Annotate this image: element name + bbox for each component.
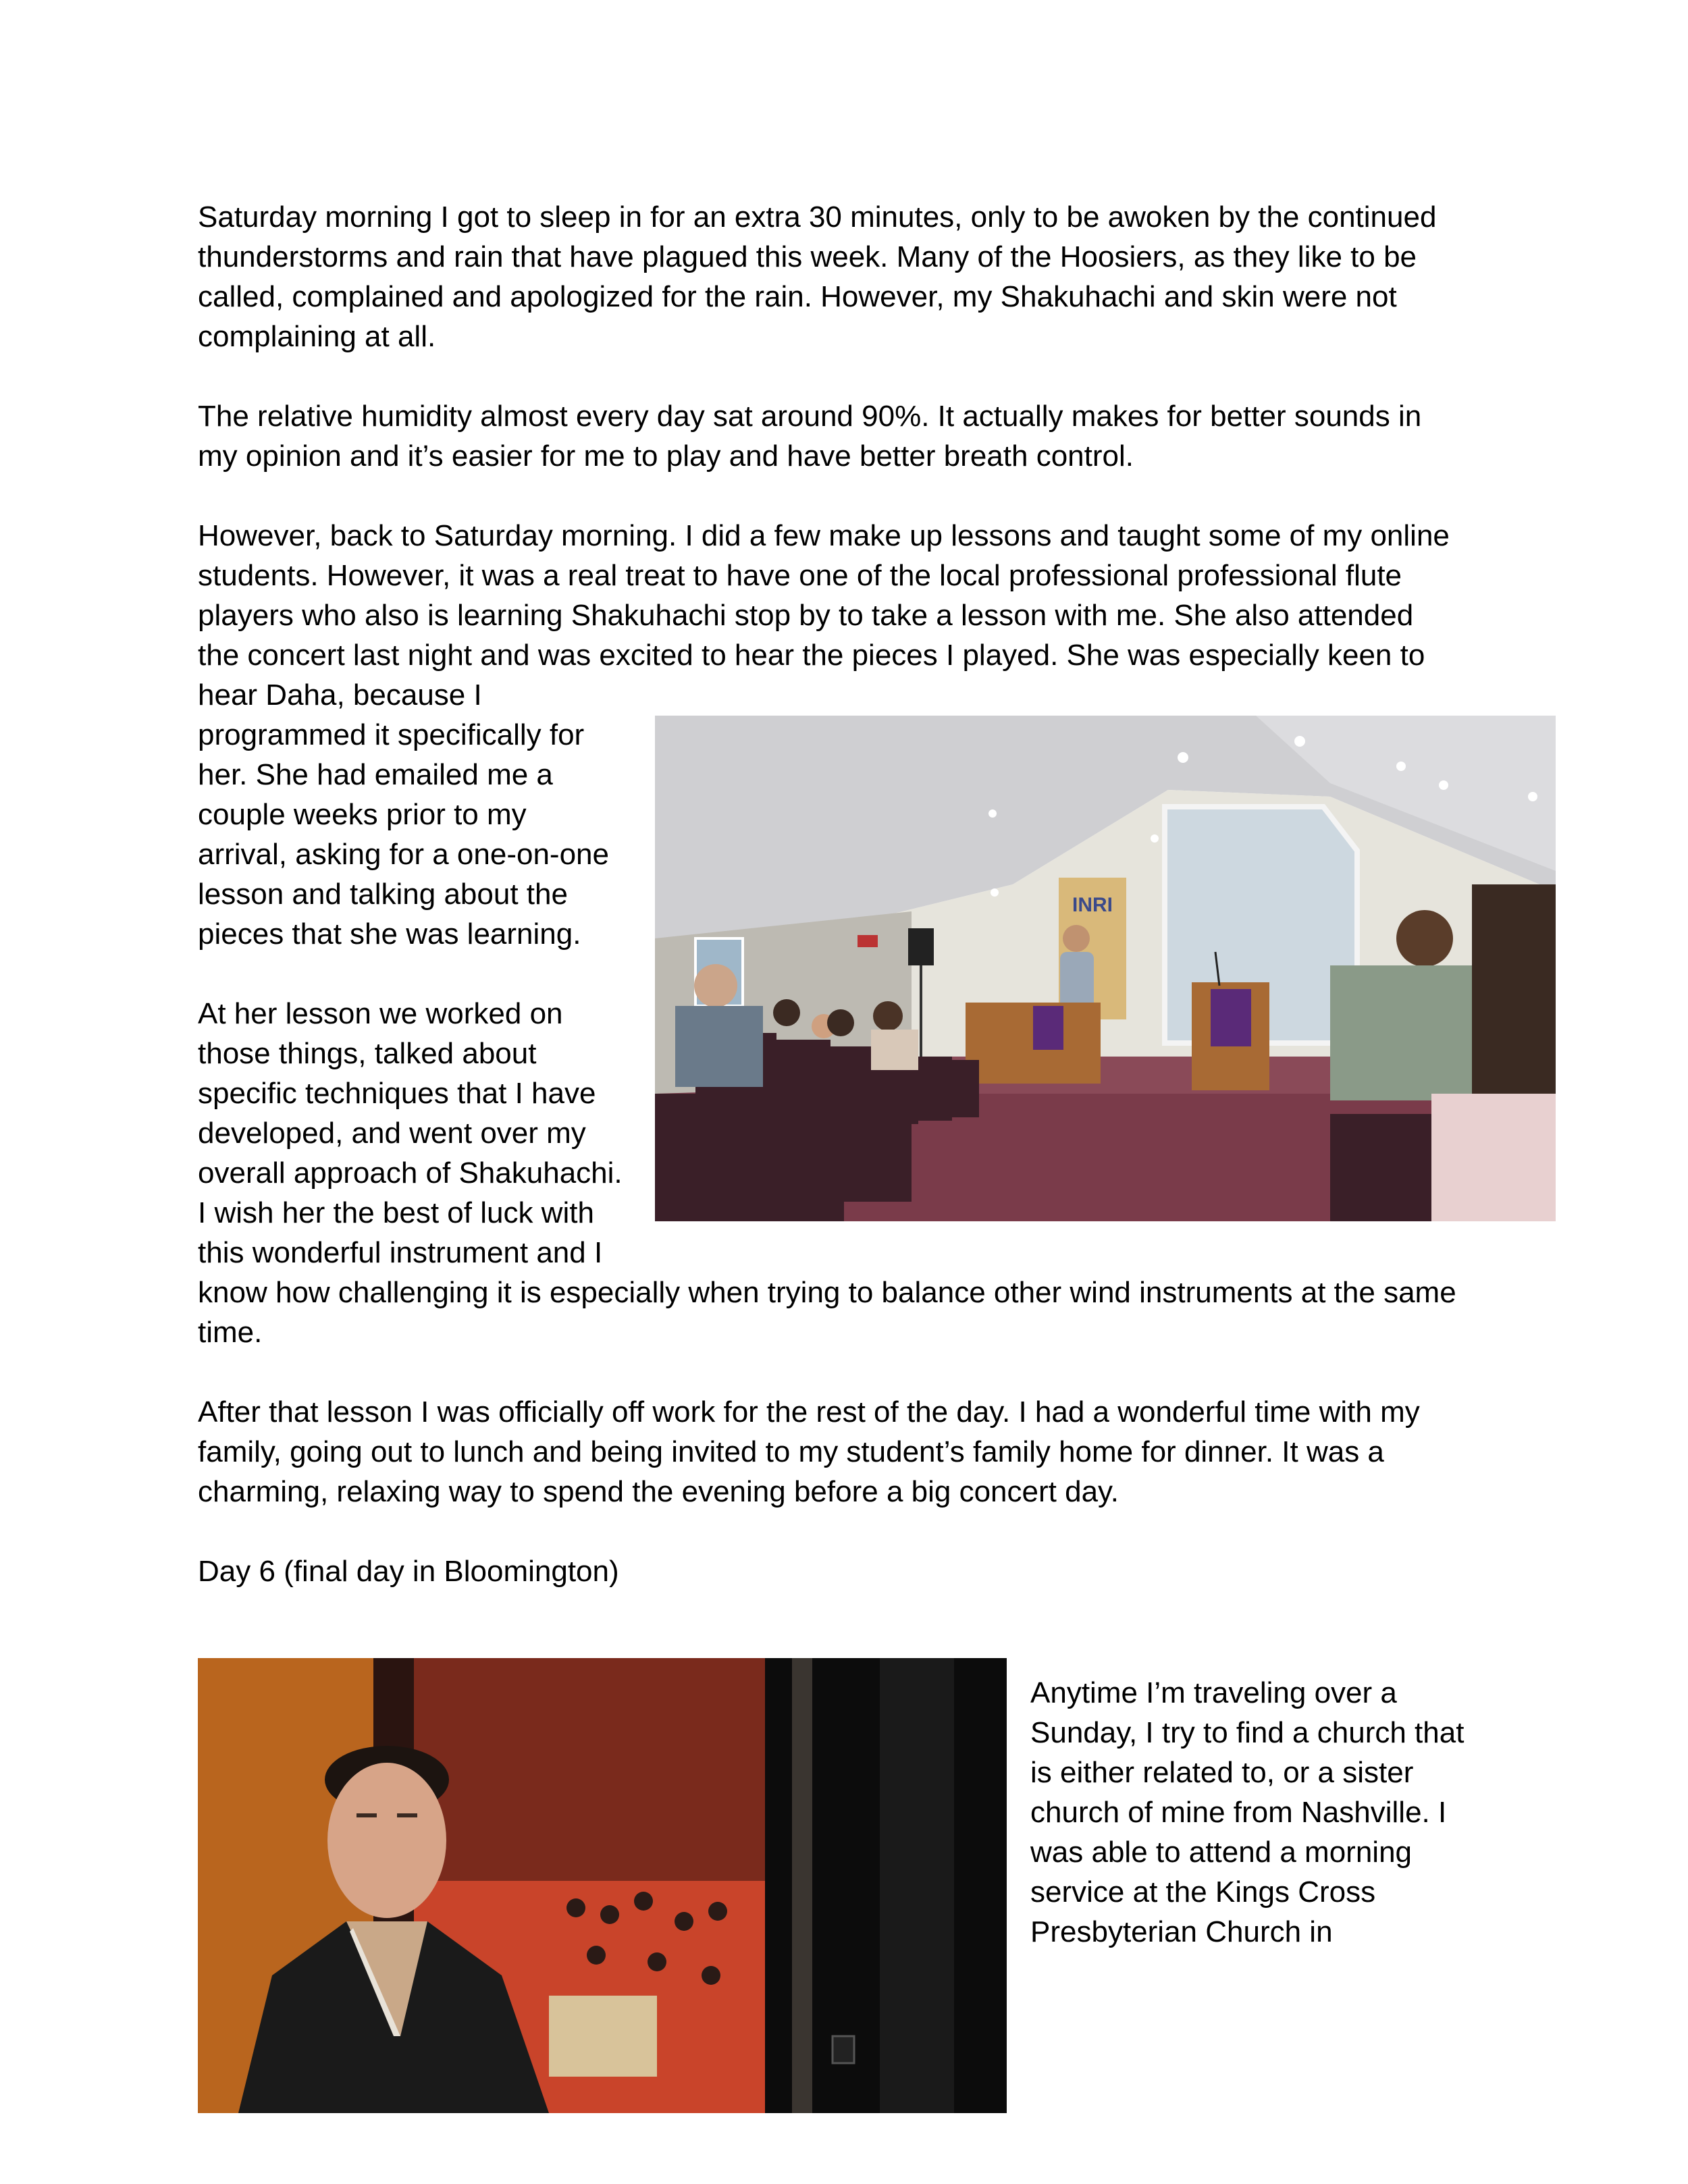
text-line: couple weeks prior to my [198,798,527,831]
text-line: hear Daha, because I [198,678,482,712]
text-line: her. She had emailed me a [198,758,553,791]
text-line: overall approach of Shakuhachi. [198,1156,623,1190]
text-line: After that lesson I was officially off work for the rest of the day. I had a wonderful time with my [198,1395,1420,1429]
text-line: thunderstorms and rain that have plagued this week. Many of the Hoosiers, as they like to be [198,240,1417,273]
text-line: time. [198,1316,263,1349]
text-line: The relative humidity almost every day sat around 90%. It actually makes for better sounds in [198,400,1422,433]
text-line: the concert last night and was excited to hear the pieces I played. She was especially keen to [198,639,1425,672]
text-line: Saturday morning I got to sleep in for an extra 30 minutes, only to be awoken by the continued [198,201,1437,234]
text-line: is either related to, or a sister [1030,1756,1414,1789]
text-line: my opinion and it’s easier for me to play and have better breath control. [198,440,1134,473]
text-line: specific techniques that I have [198,1077,596,1110]
banner-text: INRI [1072,894,1113,916]
text-line: At her lesson we worked on [198,997,563,1030]
text-line: those things, talked about [198,1037,537,1070]
text-line: programmed it specifically for [198,718,585,751]
text-line: students. However, it was a real treat to have one of the local professional professional flute [198,559,1402,592]
text-line: arrival, asking for a one-on-one [198,838,609,871]
text-line: players who also is learning Shakuhachi stop by to take a lesson with me. She also attended [198,599,1414,632]
section-heading: Day 6 (final day in Bloomington) [198,1555,619,1588]
text-line: called, complained and apologized for the rain. However, my Shakuhachi and skin were not [198,280,1397,313]
text-line: church of mine from Nashville. I [1030,1796,1447,1829]
text-line: service at the Kings Cross [1030,1875,1376,1909]
text-line: Presbyterian Church in [1030,1915,1333,1948]
text-line: I wish her the best of luck with [198,1196,594,1229]
text-line: this wonderful instrument and I [198,1236,603,1269]
text-line: lesson and talking about the [198,878,568,911]
text-line: charming, relaxing way to spend the evening before a big concert day. [198,1475,1119,1508]
text-line: Sunday, I try to find a church that [1030,1716,1465,1749]
church-service-photo [655,716,1556,1221]
text-line: pieces that she was learning. [198,917,581,951]
text-line: was able to attend a morning [1030,1836,1413,1869]
concert-selfie-photo [198,1658,1007,2113]
text-line: know how challenging it is especially when trying to balance other wind instruments at the same [198,1276,1456,1309]
text-line: Anytime I’m traveling over a [1030,1676,1397,1709]
text-line: However, back to Saturday morning. I did a few make up lessons and taught some of my online [198,519,1450,552]
text-line: complaining at all. [198,320,436,353]
text-line: developed, and went over my [198,1117,586,1150]
text-line: family, going out to lunch and being invited to my student’s family home for dinner. It was a [198,1435,1384,1468]
